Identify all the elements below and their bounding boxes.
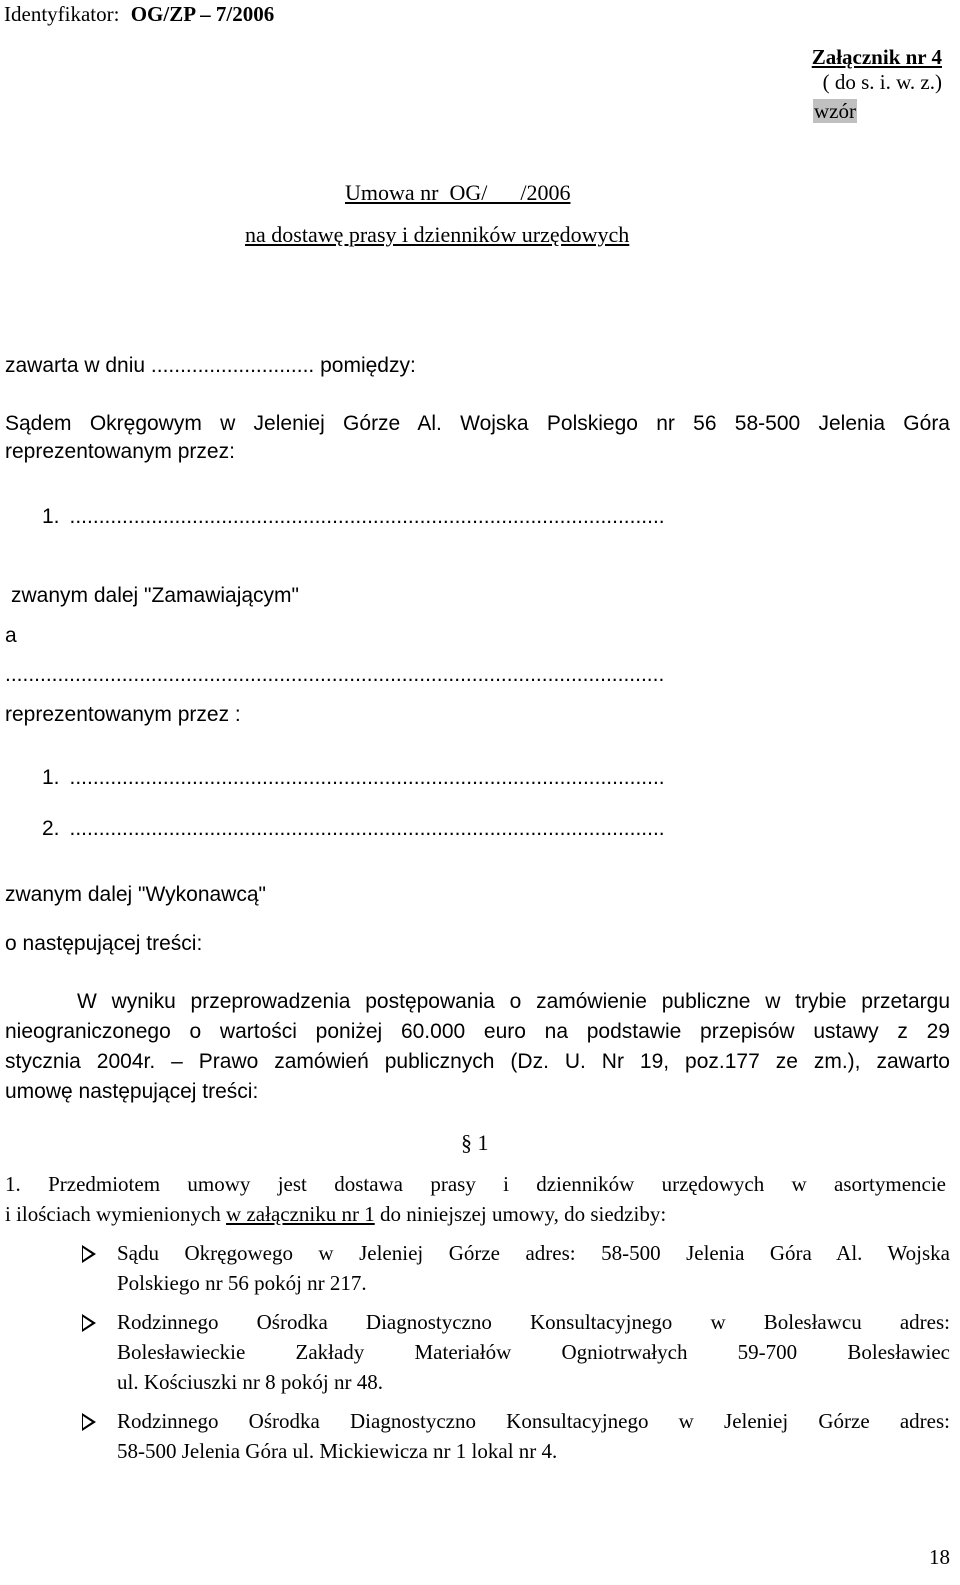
contractor-rep-1: 1. ...................................................................................................... <box>42 766 665 789</box>
preamble-line-1: W wyniku przeprowadzenia postępowania o zamówienie publiczne w trybie przetargu <box>77 990 950 1013</box>
bullet-3-line-1: Rodzinnego Ośrodka Diagnostyczno Konsultacyjnego w Jeleniej Górze adres: <box>117 1409 950 1433</box>
contract-subject: na dostawę prasy i dzienników urzędowych <box>245 222 630 247</box>
identifier-line <box>4 2 274 27</box>
bullet-2-line-3: ul. Kościuszki nr 8 pokój nr 48. <box>117 1370 383 1394</box>
bullet-2-line-1: Rodzinnego Ośrodka Diagnostyczno Konsultacyjnego w Bolesławcu adres: <box>117 1310 950 1334</box>
bullet-2-line-2: Bolesławieckie Zakłady Materiałów Ogniotrwałych 59-700 Bolesławiec <box>117 1340 950 1364</box>
bullet-3-line-2: 58-500 Jelenia Góra ul. Mickiewicza nr 1 lokal nr 4. <box>117 1439 558 1463</box>
contract-title: Umowa nr OG/ /2006 <box>345 180 571 205</box>
contractor-name: zwanym dalej "Wykonawcą" <box>5 883 266 906</box>
date-line: zawarta w dniu ............................ pomiędzy: <box>5 354 416 377</box>
section-para-line-2: i ilościach wymienionych w załączniku nr 1 do niniejszej umowy, do siedziby: <box>5 1202 667 1226</box>
court-line: Sądem Okręgowym w Jeleniej Górze Al. Wojska Polskiego nr 56 58-500 Jelenia Góra <box>5 412 950 435</box>
attachment-note: ( do s. i. w. z.) <box>822 70 942 94</box>
bullet-1-line-1: Sądu Okręgowego w Jeleniej Górze adres: 58-500 Jelenia Góra Al. Wojska <box>117 1241 950 1265</box>
conjunction-a: a <box>5 624 17 647</box>
contractor-rep-label: reprezentowanym przez : <box>5 703 241 726</box>
preamble-line-4: umowę następującej treści: <box>5 1080 259 1103</box>
contractor-rep-2: 2. ...................................................................................................... <box>42 817 665 840</box>
attachment-reference: w załączniku nr 1 <box>226 1202 375 1226</box>
contractor-dots: ................................................................................................................. <box>5 663 665 686</box>
preamble-line-3: stycznia 2004r. – Prawo zamówień publicznych (Dz. U. Nr 19, poz.177 ze zm.), zawarto <box>5 1050 950 1073</box>
content-intro: o następującej treści: <box>5 932 203 955</box>
section-symbol: § 1 <box>461 1130 489 1155</box>
template-label: wzór <box>814 99 856 123</box>
court-rep-1: 1. ...................................................................................................... <box>42 505 665 528</box>
identifier-value: OG/ZP – 7/2006 <box>130 2 275 26</box>
ordering-party-name: zwanym dalej "Zamawiającym" <box>11 584 299 607</box>
arrow-bullet-icon <box>82 1245 96 1263</box>
page-number: 18 <box>929 1545 950 1569</box>
arrow-bullet-icon <box>82 1314 96 1332</box>
bullet-1-line-2: Polskiego nr 56 pokój nr 217. <box>117 1271 367 1295</box>
arrow-bullet-icon <box>82 1413 96 1431</box>
preamble-line-2: nieograniczonego o wartości poniżej 60.000 euro na podstawie przepisów ustawy z 29 <box>5 1020 950 1043</box>
court-rep-label: reprezentowanym przez: <box>5 440 235 463</box>
identifier-label: Identyfikator: <box>4 2 120 26</box>
attachment-label: Załącznik nr 4 <box>811 45 942 69</box>
section-para-line-1: 1. Przedmiotem umowy jest dostawa prasy i dzienników urzędowych w asortymencie <box>5 1172 946 1196</box>
